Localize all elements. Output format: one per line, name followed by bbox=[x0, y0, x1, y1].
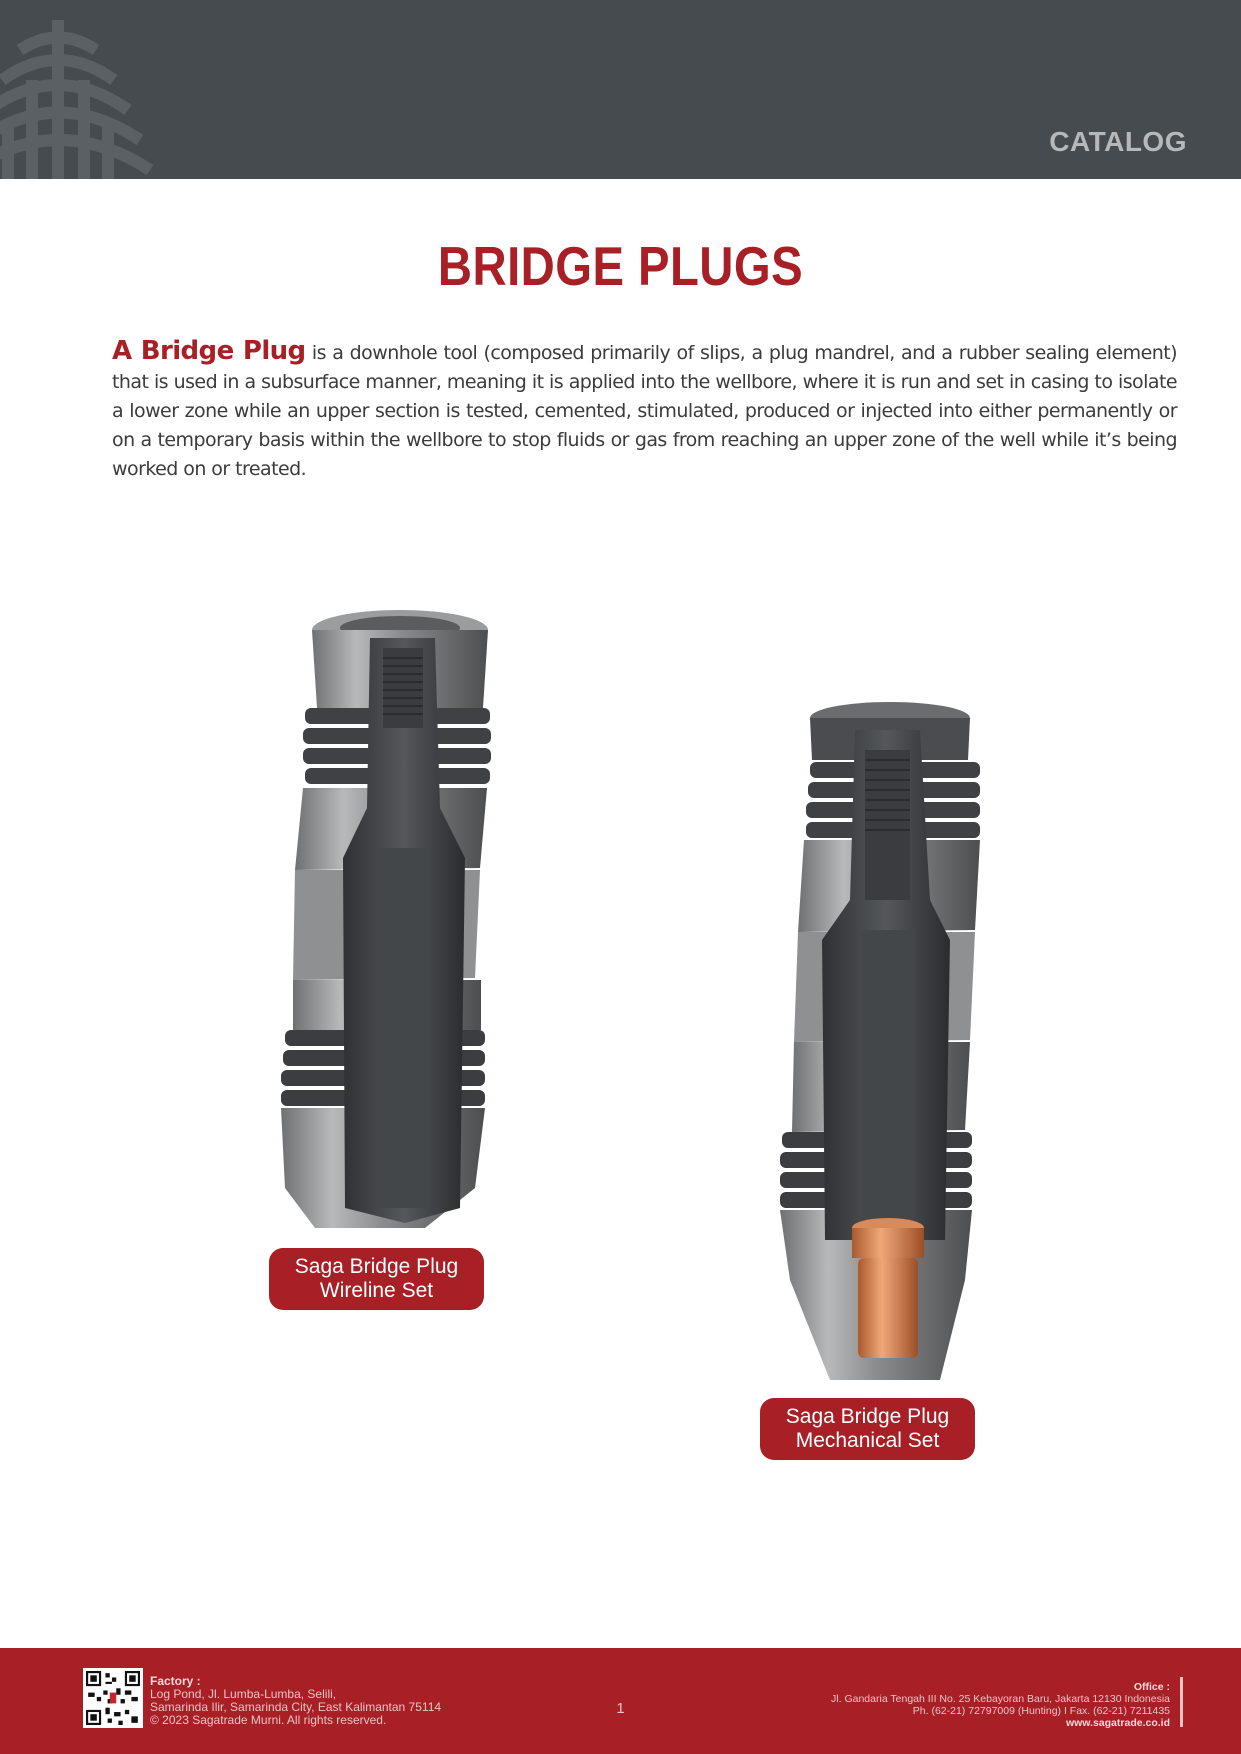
office-address bbox=[831, 1681, 1170, 1729]
office-divider bbox=[1180, 1677, 1183, 1727]
page-footer bbox=[0, 1648, 1241, 1754]
intro-paragraph bbox=[112, 337, 1177, 484]
website-link[interactable]: www.sagatrade.co.id bbox=[1065, 1717, 1170, 1729]
office-line2: Ph. (62-21) 72797009 (Hunting) I Fax. (62-21) 7211435 bbox=[912, 1705, 1170, 1717]
office-line1: Jl. Gandaria Tengah III No. 25 Kebayoran Baru, Jakarta 12130 Indonesia bbox=[831, 1693, 1170, 1705]
qr-code-icon bbox=[83, 1668, 143, 1728]
page-number: 1 bbox=[616, 1700, 625, 1717]
intro-body: is a downhole tool (composed primarily of slips, a plug mandrel, and a rubber sealing element) that is used in a subsurface manner, meaning it is applied into the wellbore, where it is run and set in casing to isolate a lower zone while an upper section is tested, cemented, stimulated, produced or injected into either permanently or on a temporary basis within the wellbore to stop fluids or gas from reaching an upper zone of the well while it’s being worked on or treated. bbox=[112, 342, 1177, 480]
product-label-line2: Mechanical Set bbox=[795, 1429, 940, 1452]
intro-lead: A Bridge Plug bbox=[112, 336, 306, 366]
product-label-line1: Saga Bridge Plug bbox=[785, 1405, 950, 1428]
product-label-mechanical bbox=[760, 1398, 975, 1460]
office-heading: Office : bbox=[1133, 1681, 1170, 1693]
factory-line2: Samarinda Ilir, Samarinda City, East Kalimantan 75114 bbox=[150, 1700, 442, 1714]
bridge-plug-mechanical-image bbox=[770, 700, 1000, 1390]
page-header bbox=[0, 0, 1241, 179]
product-label-line1: Saga Bridge Plug bbox=[294, 1255, 459, 1278]
factory-line1: Log Pond, Jl. Lumba-Lumba, Selili, bbox=[150, 1687, 337, 1701]
tree-arches-logo-icon bbox=[0, 10, 180, 179]
copyright: © 2023 Sagatrade Murni. All rights reserved. bbox=[150, 1713, 387, 1727]
product-label-line2: Wireline Set bbox=[319, 1279, 434, 1302]
catalog-label: CATALOG bbox=[1049, 126, 1187, 157]
product-label-wireline bbox=[269, 1248, 484, 1310]
factory-heading: Factory : bbox=[150, 1674, 201, 1688]
product-wireline-set bbox=[275, 608, 505, 1302]
page-title: BRIDGE PLUGS bbox=[437, 235, 804, 297]
product-mechanical-set bbox=[770, 700, 1000, 1452]
bridge-plug-wireline-image bbox=[275, 608, 505, 1238]
